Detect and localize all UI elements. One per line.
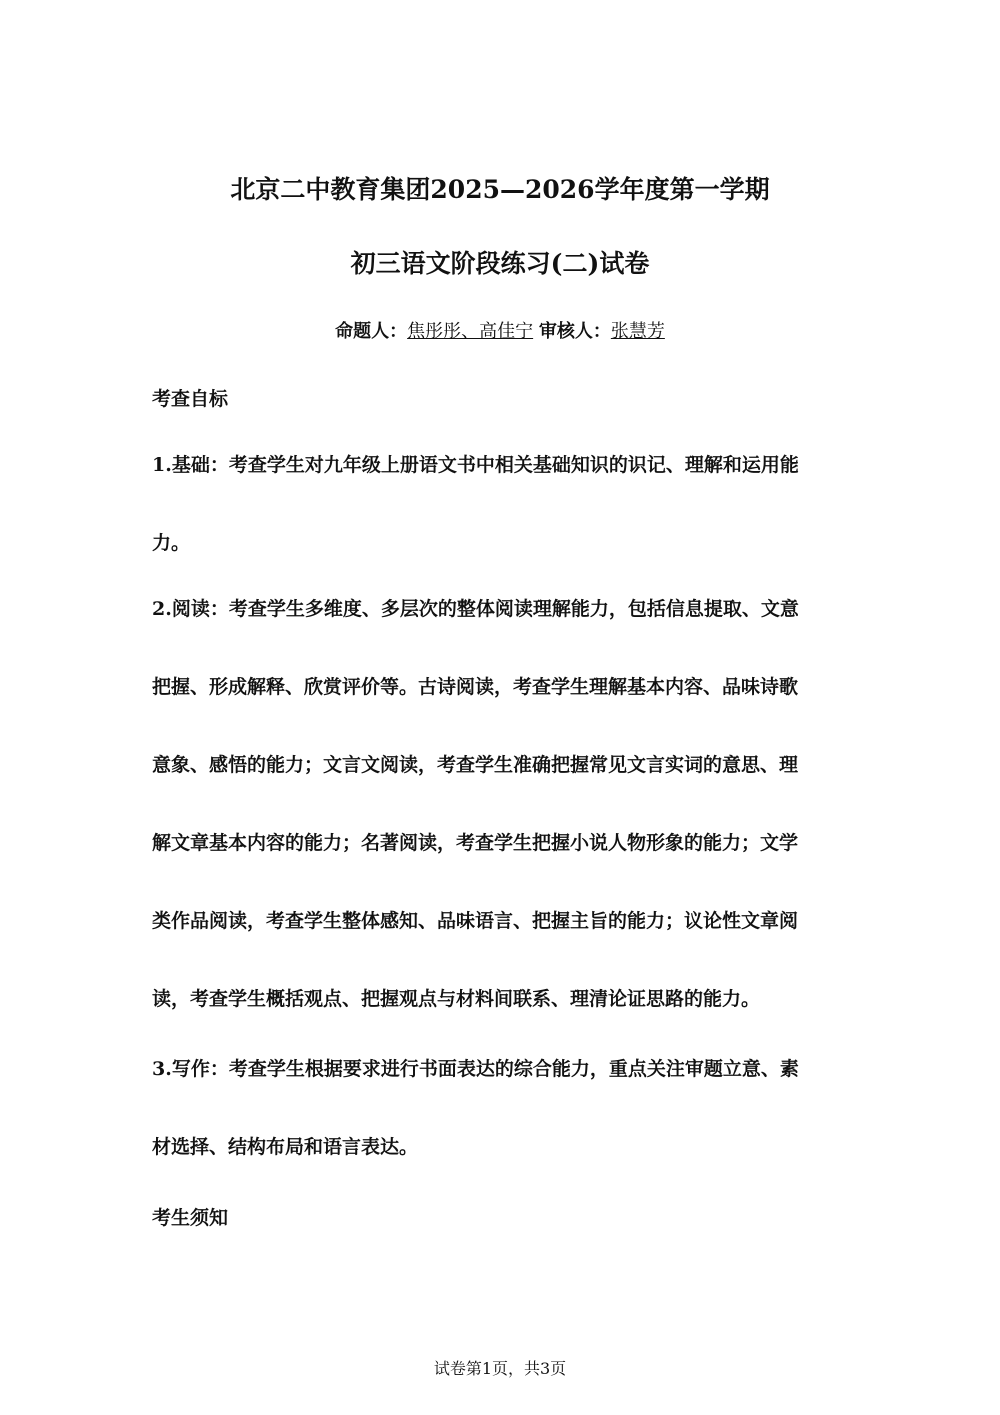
notice-heading: 考生须知	[152, 1207, 229, 1229]
author-line	[0, 317, 1000, 343]
reviewer-label: 审核人：	[538, 321, 611, 342]
objective-1-line: 力。	[152, 532, 191, 554]
author-names: 焦彤彤、高佳宁	[407, 321, 534, 342]
objective-3-line: 材选择、结构布局和语言表达。	[152, 1136, 419, 1158]
objectives-heading: 考查自标	[152, 388, 229, 410]
objective-item-2	[152, 598, 842, 1066]
reviewer-name: 张慧芳	[610, 321, 665, 342]
page-footer: 试卷第1页，共3页	[433, 1359, 567, 1378]
objective-1-line: 1.基础：考查学生对九年级上册语文书中相关基础知识的识记、理解和运用能	[152, 454, 799, 476]
objective-item-3	[152, 1058, 842, 1214]
author-label: 命题人：	[335, 321, 408, 342]
objective-2-line: 解文章基本内容的能力；名著阅读，考查学生把握小说人物形象的能力；文学	[152, 832, 799, 854]
objective-2-line: 类作品阅读，考查学生整体感知、品味语言、把握主旨的能力；议论性文章阅	[152, 910, 799, 932]
objective-3-line: 3.写作：考查学生根据要求进行书面表达的综合能力，重点关注审题立意、素	[152, 1058, 799, 1080]
exam-title-line2: 初三语文阶段练习(二)试卷	[350, 249, 650, 278]
objective-item-1	[152, 454, 842, 610]
objective-2-line: 把握、形成解释、欣赏评价等。古诗阅读，考查学生理解基本内容、品味诗歌	[152, 676, 799, 698]
objective-2-line: 意象、感悟的能力；文言文阅读，考查学生准确把握常见文言实词的意思、理	[152, 754, 799, 776]
objective-2-line: 读，考查学生概括观点、把握观点与材料间联系、理清论证思路的能力。	[152, 988, 761, 1010]
exam-title-line1: 北京二中教育集团2025—2026学年度第一学期	[230, 175, 770, 204]
objective-2-line: 2.阅读：考查学生多维度、多层次的整体阅读理解能力，包括信息提取、文意	[152, 598, 799, 620]
